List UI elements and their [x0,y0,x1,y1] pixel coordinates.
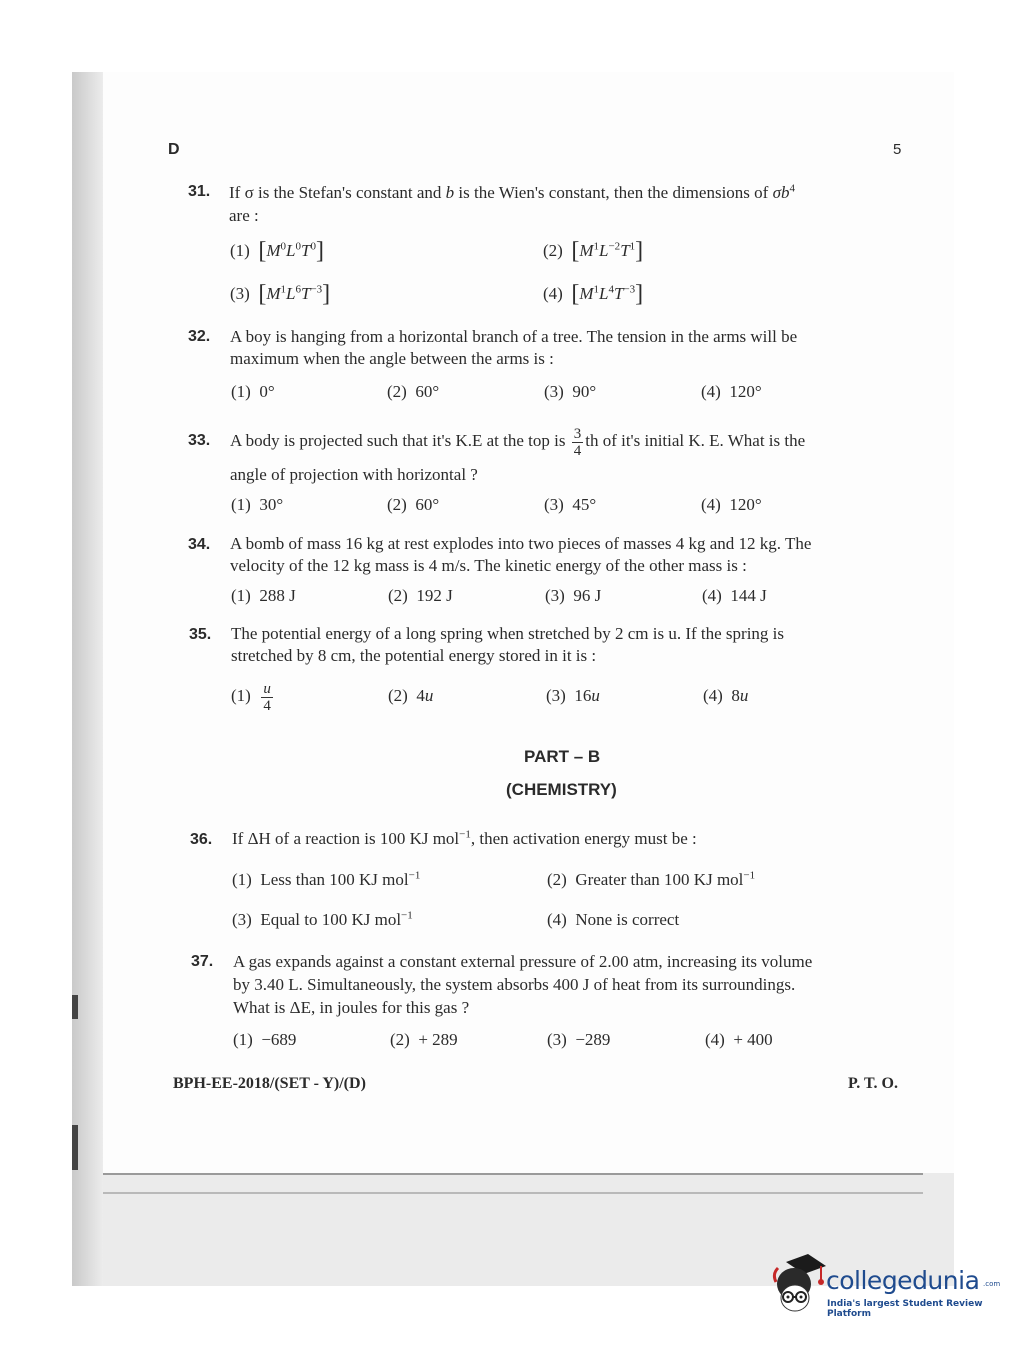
question-number: 36. [190,831,213,848]
option-3: (3) 90° [544,382,597,401]
option-3: (3) Equal to 100 KJ mol$^{-1}$ [232,909,413,929]
option-3: (3) 45° [544,495,597,514]
option-3: (3) $[M^1L^6T^{-3}]$ [230,281,331,307]
option-2: (2) 4u [388,686,434,705]
option-2: (2) 60° [387,495,440,514]
question-number: 35. [189,626,212,643]
option-4: (4) $[M^1L^4T^{-3}]$ [543,281,644,307]
option-4: (4) 120° [701,495,762,514]
question-number: 31. [188,183,211,200]
option-3: (3) −289 [547,1030,611,1049]
pto-label: P. T. O. [848,1075,898,1092]
question-text: maximum when the angle between the arms is : [230,349,554,368]
question-text: velocity of the 12 kg mass is 4 m/s. The kinetic energy of the other mass is : [230,556,747,575]
question-number: 37. [191,953,214,970]
page-binding-shadow [72,72,103,1286]
fraction: $\frac{u}{4}$ [263,680,271,714]
option-1: (1) −689 [233,1030,297,1049]
option-2: (2) 60° [387,382,440,401]
question-text: A gas expands against a constant external pressure of 2.00 atm, increasing its volume [233,952,813,971]
option-1: (1) $\frac{u}{4}$ [231,680,271,714]
option-3: (3) 16u [546,686,600,705]
set-letter: D [168,141,180,158]
paper-code: BPH-EE-2018/(SET - Y)/(D) [173,1075,366,1092]
option-4: (4) 144 J [702,586,767,605]
question-text: A boy is hanging from a horizontal branch of a tree. The tension in the arms will be [230,327,798,346]
page-edge-line [103,1173,923,1175]
question-text: A body is projected such that it's K.E at the top is $\frac{3}{4}$ th of it's initial K. E. What is the [230,425,806,459]
brand-domain: .com [983,1280,1001,1288]
option-1: (1) 30° [231,495,284,514]
option-2: (2) $[M^1L^{-2}T^1]$ [543,238,644,264]
question-number: 32. [188,328,211,345]
question-text: are : [229,206,259,225]
fraction: $\frac{3}{4}$ [573,425,582,459]
subject-heading: (CHEMISTRY) [506,780,617,799]
option-2: (2) 192 J [388,586,453,605]
question-text: If σ is the Stefan's constant and b is the Wien's constant, then the dimensions of $\sigma b^4$ [229,182,795,202]
option-4: (4) None is correct [547,910,680,929]
brand-tagline: India's largest Student Review Platform [827,1299,983,1319]
page-number: 5 [893,141,902,158]
scan-edge-mark [72,1125,78,1170]
question-text: The potential energy of a long spring when stretched by 2 cm is u. If the spring is [231,624,785,643]
question-text: If ΔH of a reaction is 100 KJ mol$^{-1}$, then activation energy must be : [232,828,697,848]
option-2: (2) Greater than 100 KJ mol$^{-1}$ [547,869,756,889]
option-3: (3) 96 J [545,586,602,605]
option-1: (1) 0° [231,382,275,401]
option-1: (1) 288 J [231,586,296,605]
brand-name: collegedunia [826,1266,980,1295]
option-1: (1) Less than 100 KJ mol$^{-1}$ [232,869,421,889]
question-number: 33. [188,432,211,449]
question-text: A bomb of mass 16 kg at rest explodes into two pieces of masses 4 kg and 12 kg. The [230,534,812,553]
option-2: (2) + 289 [390,1030,458,1049]
part-heading: PART – B [524,747,601,766]
question-number: 34. [188,536,211,553]
option-4: (4) + 400 [705,1030,773,1049]
page-edge-line [103,1192,923,1194]
question-text: What is ΔE, in joules for this gas ? [233,998,470,1017]
scan-edge-mark [72,995,78,1019]
question-text: stretched by 8 cm, the potential energy stored in it is : [231,646,597,665]
option-1: (1) $[M^0L^0T^0]$ [230,238,324,264]
question-text: by 3.40 L. Simultaneously, the system absorbs 400 J of heat from its surroundings. [233,975,796,994]
option-4: (4) 120° [701,382,762,401]
option-4: (4) 8u [703,686,749,705]
question-text: angle of projection with horizontal ? [230,465,478,484]
